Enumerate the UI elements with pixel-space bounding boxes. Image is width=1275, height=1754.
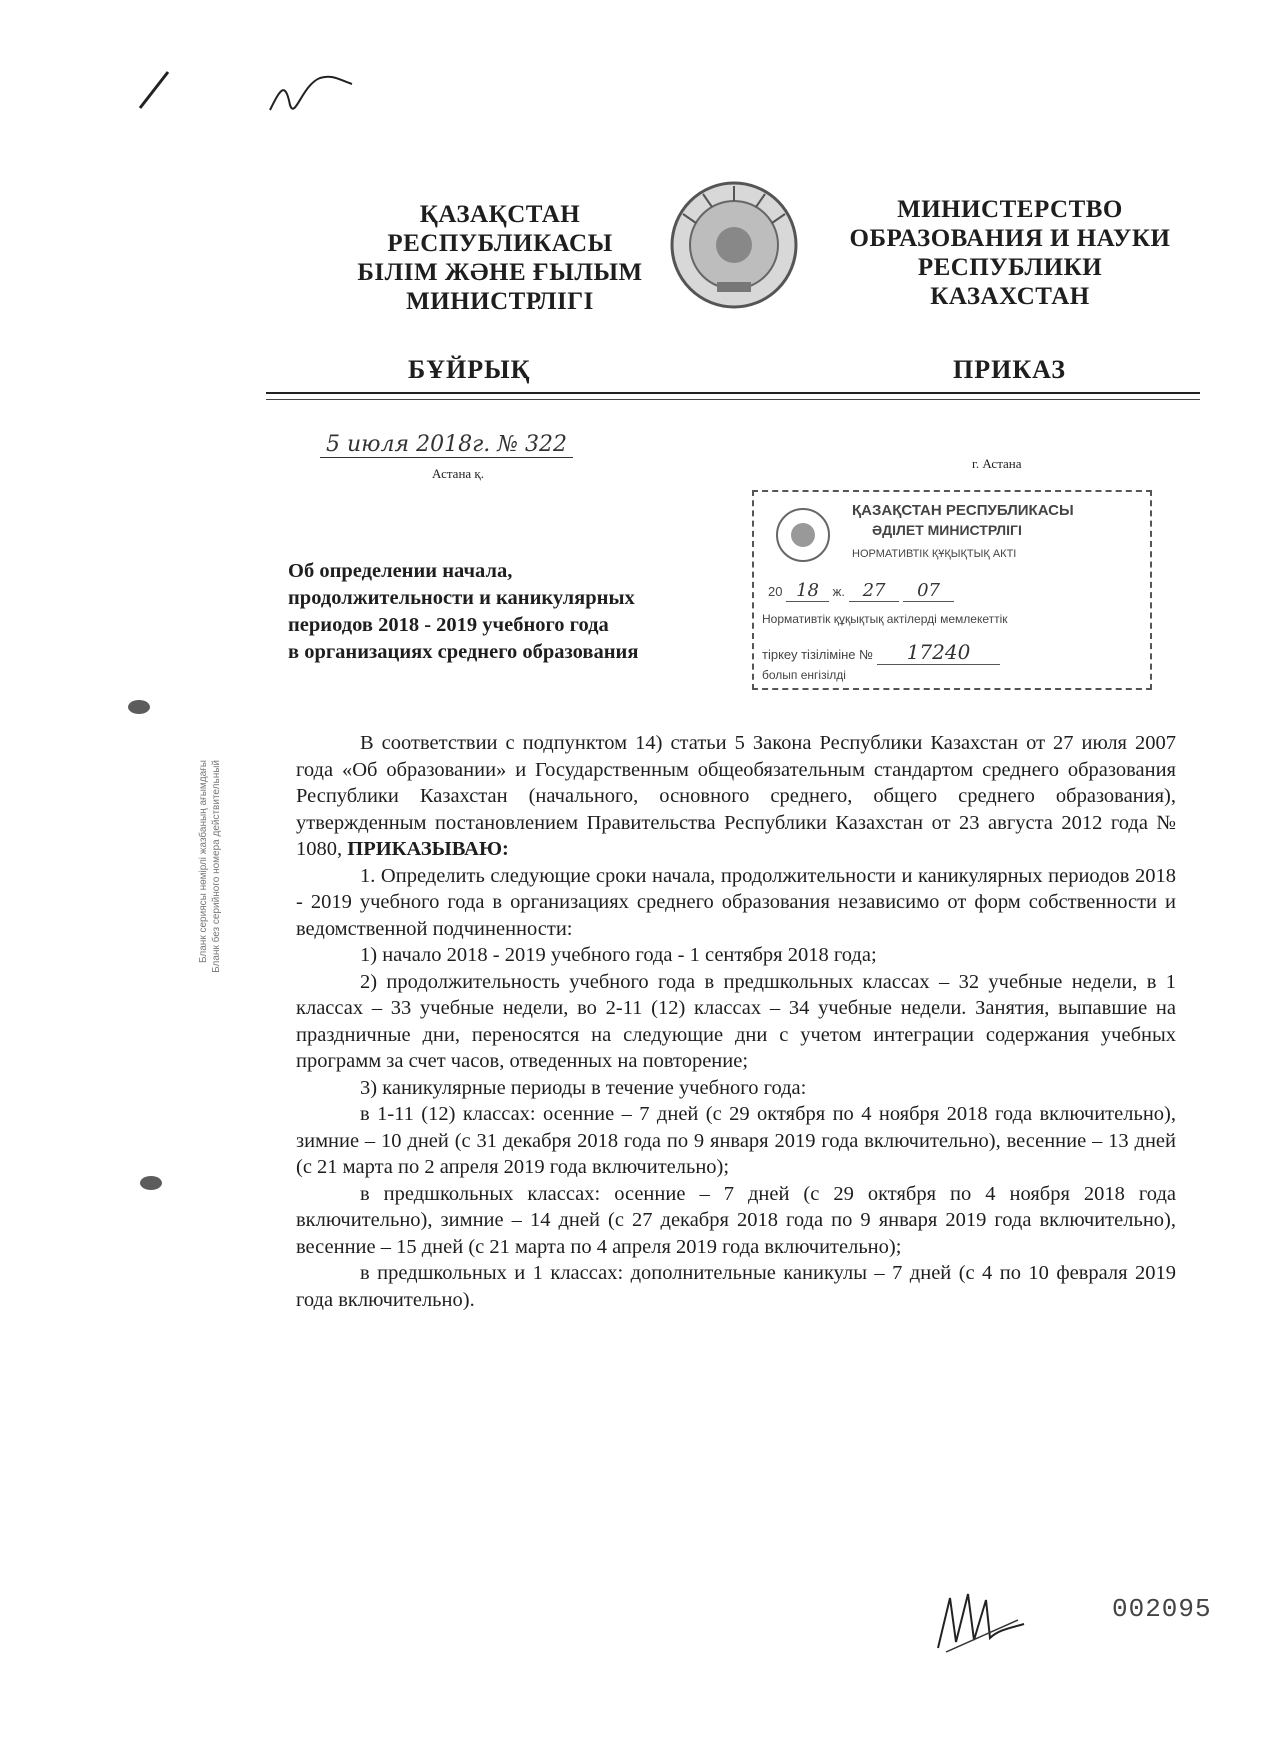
body-p1: 1. Определить следующие сроки начала, продолжительности и каникулярных периодов 2018 - 2019 учебного года в организациях среднего образования независимо от форм собственности и ведомственной подчиненности: [296,864,1176,940]
order-title-ru: ПРИКАЗ [953,355,1067,384]
header-kz-ministry: ҚАЗАҚСТАН РЕСПУБЛИКАСЫ БІЛІМ ЖӘНЕ ҒЫЛЫМ МИНИСТРЛІГІ [357,201,643,315]
order-title-kz: БҰЙРЫҚ [408,355,531,384]
order-word: ПРИКАЗЫВАЮ: [347,838,509,860]
stamp-year-prefix: 20 [768,584,783,599]
punch-hole [140,1176,162,1190]
city-ru: г. Астана [972,456,1022,471]
registration-stamp [752,490,1152,690]
state-emblem-icon [667,178,802,313]
stamp-line2: ӘДІЛЕТ МИНИСТРЛІГІ [872,522,1022,538]
stamp-line7: болып енгізілді [762,668,846,682]
order-subject: Об определении начала, продолжительности и каникулярных периодов 2018 - 2019 учебного года в организациях среднего образования [288,560,639,663]
stamp-month: 07 [903,580,954,602]
header-divider [266,392,1200,400]
body-p1-3c: в предшкольных и 1 классах: дополнительные каникулы – 7 дней (с 4 по 10 февраля 2019 года включительно). [296,1262,1176,1311]
city-kz: Астана қ. [432,466,484,481]
body-p1-3b: в предшкольных классах: осенние – 7 дней (с 29 октября по 4 ноября 2018 года включительно), зимние – 14 дней (с 27 декабря 2018 года по 9 января 2019 года включительно), весенние – 15 дней (с 21 марта по 4 апреля 2019 года включительно); [296,1182,1176,1258]
stamp-line5: Нормативтік құқықтық актілерді мемлекеттік [762,612,1008,626]
body-p1-2: 2) продолжительность учебного года в предшкольных классах – 32 учебные недели, в 1 классах – 33 учебные недели, во 2-11 (12) классах – 34 учебные недели. Занятия, выпавшие на праздничные дни, переносятся на следующие дни с учетом интеграции содержания учебных программ за счет часов, отведенных на повторение; [296,970,1176,1072]
stamp-date-row [768,580,954,601]
header-ru-ministry: МИНИСТЕРСТВО ОБРАЗОВАНИЯ И НАУКИ РЕСПУБЛИКИ КАЗАХСТАН [849,196,1171,310]
stamp-reg-number: 17240 [877,640,1001,665]
order-date-number: 5 июля 2018г. № 322 [320,432,573,458]
stamp-day: 27 [849,580,900,602]
sidebar-line1: Бланк сериясы нөмірлі жазбаның ағымдағы [198,760,209,964]
stamp-year: 18 [786,580,829,602]
stamp-line1: ҚАЗАҚСТАН РЕСПУБЛИКАСЫ [852,502,1074,519]
stamp-day-label: ж. [832,584,845,599]
sidebar-line2: Бланк без серийного номера действительный [211,760,222,973]
body-p1-1: 1) начало 2018 - 2019 учебного года - 1 сентября 2018 года; [360,944,877,966]
sidebar-blank-note [198,760,228,1060]
handwritten-marks [120,60,360,170]
body-intro: В соответствии с подпунктом 14) статьи 5 Закона Республики Казахстан от 27 июля 2007 года «Об образовании» и Государственным общеобязательным стандартом среднего образования Республики Казахстан (начального, основного среднего, общего среднего образования), утвержденным постановлением Правительства Республики Казахстан от 23 августа 2012 года № 1080, ПРИКАЗЫВАЮ: [296,732,1176,860]
stamp-line3: НОРМАТИВТІК ҚҰҚЫҚТЫҚ АКТІ [852,548,1017,560]
signature [928,1580,1038,1660]
stamp-reg-row: тіркеу тізіліміне № 17240 [762,640,1000,664]
order-body [296,730,1176,1313]
body-p1-3: 3) каникулярные периоды в течение учебного года: [360,1076,807,1099]
serial-number: 002095 [1112,1594,1212,1624]
body-p1-3a: в 1-11 (12) классах: осенние – 7 дней (с 29 октября по 4 ноября 2018 года включительно), зимние – 10 дней (с 31 декабря 2018 года по 9 января 2019 года включительно), весенние – 13 дней (с 21 марта по 2 апреля 2019 года включительно); [296,1103,1176,1178]
punch-hole [128,700,150,714]
stamp-emblem-icon [774,506,832,564]
